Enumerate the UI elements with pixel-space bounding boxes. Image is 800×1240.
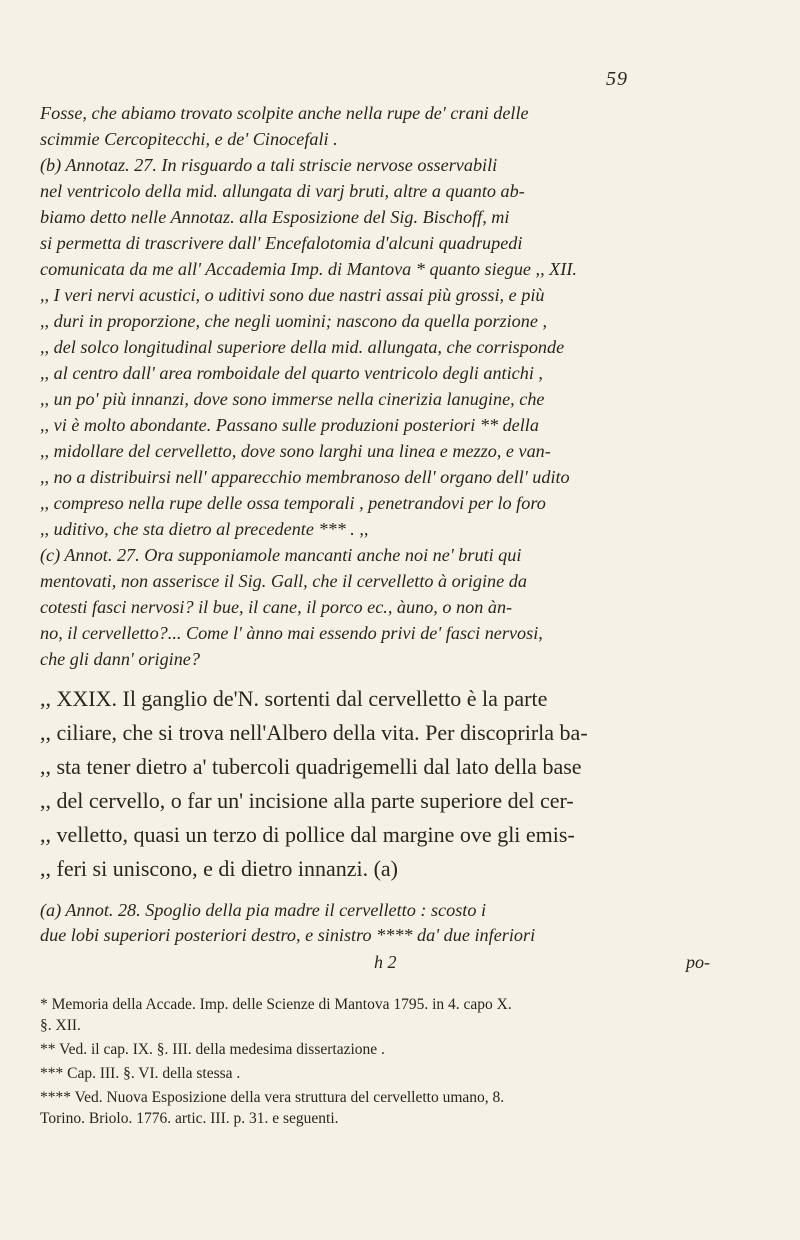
footnote-line: ** Ved. il cap. IX. §. III. della medesima dissertazione . (40, 1041, 385, 1058)
catchword: po- (686, 952, 710, 972)
text-line: ,, un po' più innanzi, dove sono immerse nella cinerizia lanugine, che (40, 389, 545, 409)
text-line: che gli dann' origine? (40, 649, 200, 669)
text-line: biamo detto nelle Annotaz. alla Esposizione del Sig. Bischoff, mi (40, 207, 510, 227)
footnote-line: §. XII. (40, 1017, 81, 1034)
footnote-line: **** Ved. Nuova Esposizione della vera struttura del cervelletto umano, 8. (40, 1089, 505, 1106)
footnote-line: * Memoria della Accade. Imp. delle Scienze di Mantova 1795. in 4. capo X. (40, 996, 512, 1013)
text-line: ,, velletto, quasi un terzo di pollice dal margine ove gli emis- (40, 822, 575, 847)
text-line: si permetta di trascrivere dall' Encefalotomia d'alcuni quadrupedi (40, 233, 523, 253)
text-line: ,, compreso nella rupe delle ossa temporali , penetrandovi per lo foro (40, 493, 546, 513)
text-line: mentovati, non asserisce il Sig. Gall, che il cervelletto à origine da (40, 571, 527, 591)
text-line: ,, feri si uniscono, e di dietro innanzi. (a) (40, 856, 399, 881)
text-line: ,, ciliare, che si trova nell'Albero della vita. Per discoprirla ba- (40, 720, 588, 745)
text-line: ,, I veri nervi acustici, o uditivi sono due nastri assai più grossi, e più (40, 285, 545, 305)
text-line: ,, del solco longitudinal superiore della mid. allungata, che corrisponde (40, 337, 565, 357)
text-line: ,, vi è molto abondante. Passano sulle produzioni posteriori ** della (40, 415, 539, 435)
text-line: ,, midollare del cervelletto, dove sono larghi una linea e mezzo, e van- (40, 441, 551, 461)
text-line: due lobi superiori posteriori destro, e sinistro **** da' due inferiori (40, 925, 536, 945)
text-line: (b) Annotaz. 27. In risguardo a tali striscie nervose osservabili (40, 155, 498, 175)
text-line: comunicata da me all' Accademia Imp. di Mantova * quanto siegue ,, XII. (40, 259, 577, 279)
page-number: 59 (606, 68, 628, 90)
text-line: ,, no a distribuirsi nell' apparecchio membranoso dell' organo dell' udito (40, 467, 570, 487)
signature-mark: h 2 (374, 952, 397, 972)
footnote-line: Torino. Briolo. 1776. artic. III. p. 31. e seguenti. (40, 1110, 339, 1127)
text-line: nel ventricolo della mid. allungata di varj bruti, altre a quanto ab- (40, 181, 525, 201)
text-line: ,, sta tener dietro a' tubercoli quadrigemelli dal lato della base (40, 754, 582, 779)
footnote-line: *** Cap. III. §. VI. della stessa . (40, 1065, 241, 1082)
text-line: ,, XXIX. Il ganglio de'N. sortenti dal cervelletto è la parte (40, 686, 548, 711)
text-line: (c) Annot. 27. Ora supponiamole mancanti anche noi ne' bruti qui (40, 545, 522, 565)
text-line: no, il cervelletto?... Come l' ànno mai essendo privi de' fasci nervosi, (40, 623, 543, 643)
text-line: Fosse, che abiamo trovato scolpite anche nella rupe de' crani delle (40, 103, 529, 123)
text-line: scimmie Cercopitecchi, e de' Cinocefali . (40, 129, 338, 149)
text-line: ,, al centro dall' area romboidale del quarto ventricolo degli antichi , (40, 363, 543, 383)
text-line: ,, duri in proporzione, che negli uomini; nascono da quella porzione , (40, 311, 548, 331)
text-line: (a) Annot. 28. Spoglio della pia madre il cervelletto : scosto i (40, 900, 487, 920)
text-line: ,, uditivo, che sta dietro al precedente *** . ,, (40, 519, 369, 539)
text-line: cotesti fasci nervosi? il bue, il cane, il porco ec., àuno, o non àn- (40, 597, 513, 617)
text-line: ,, del cervello, o far un' incisione alla parte superiore del cer- (40, 788, 574, 813)
